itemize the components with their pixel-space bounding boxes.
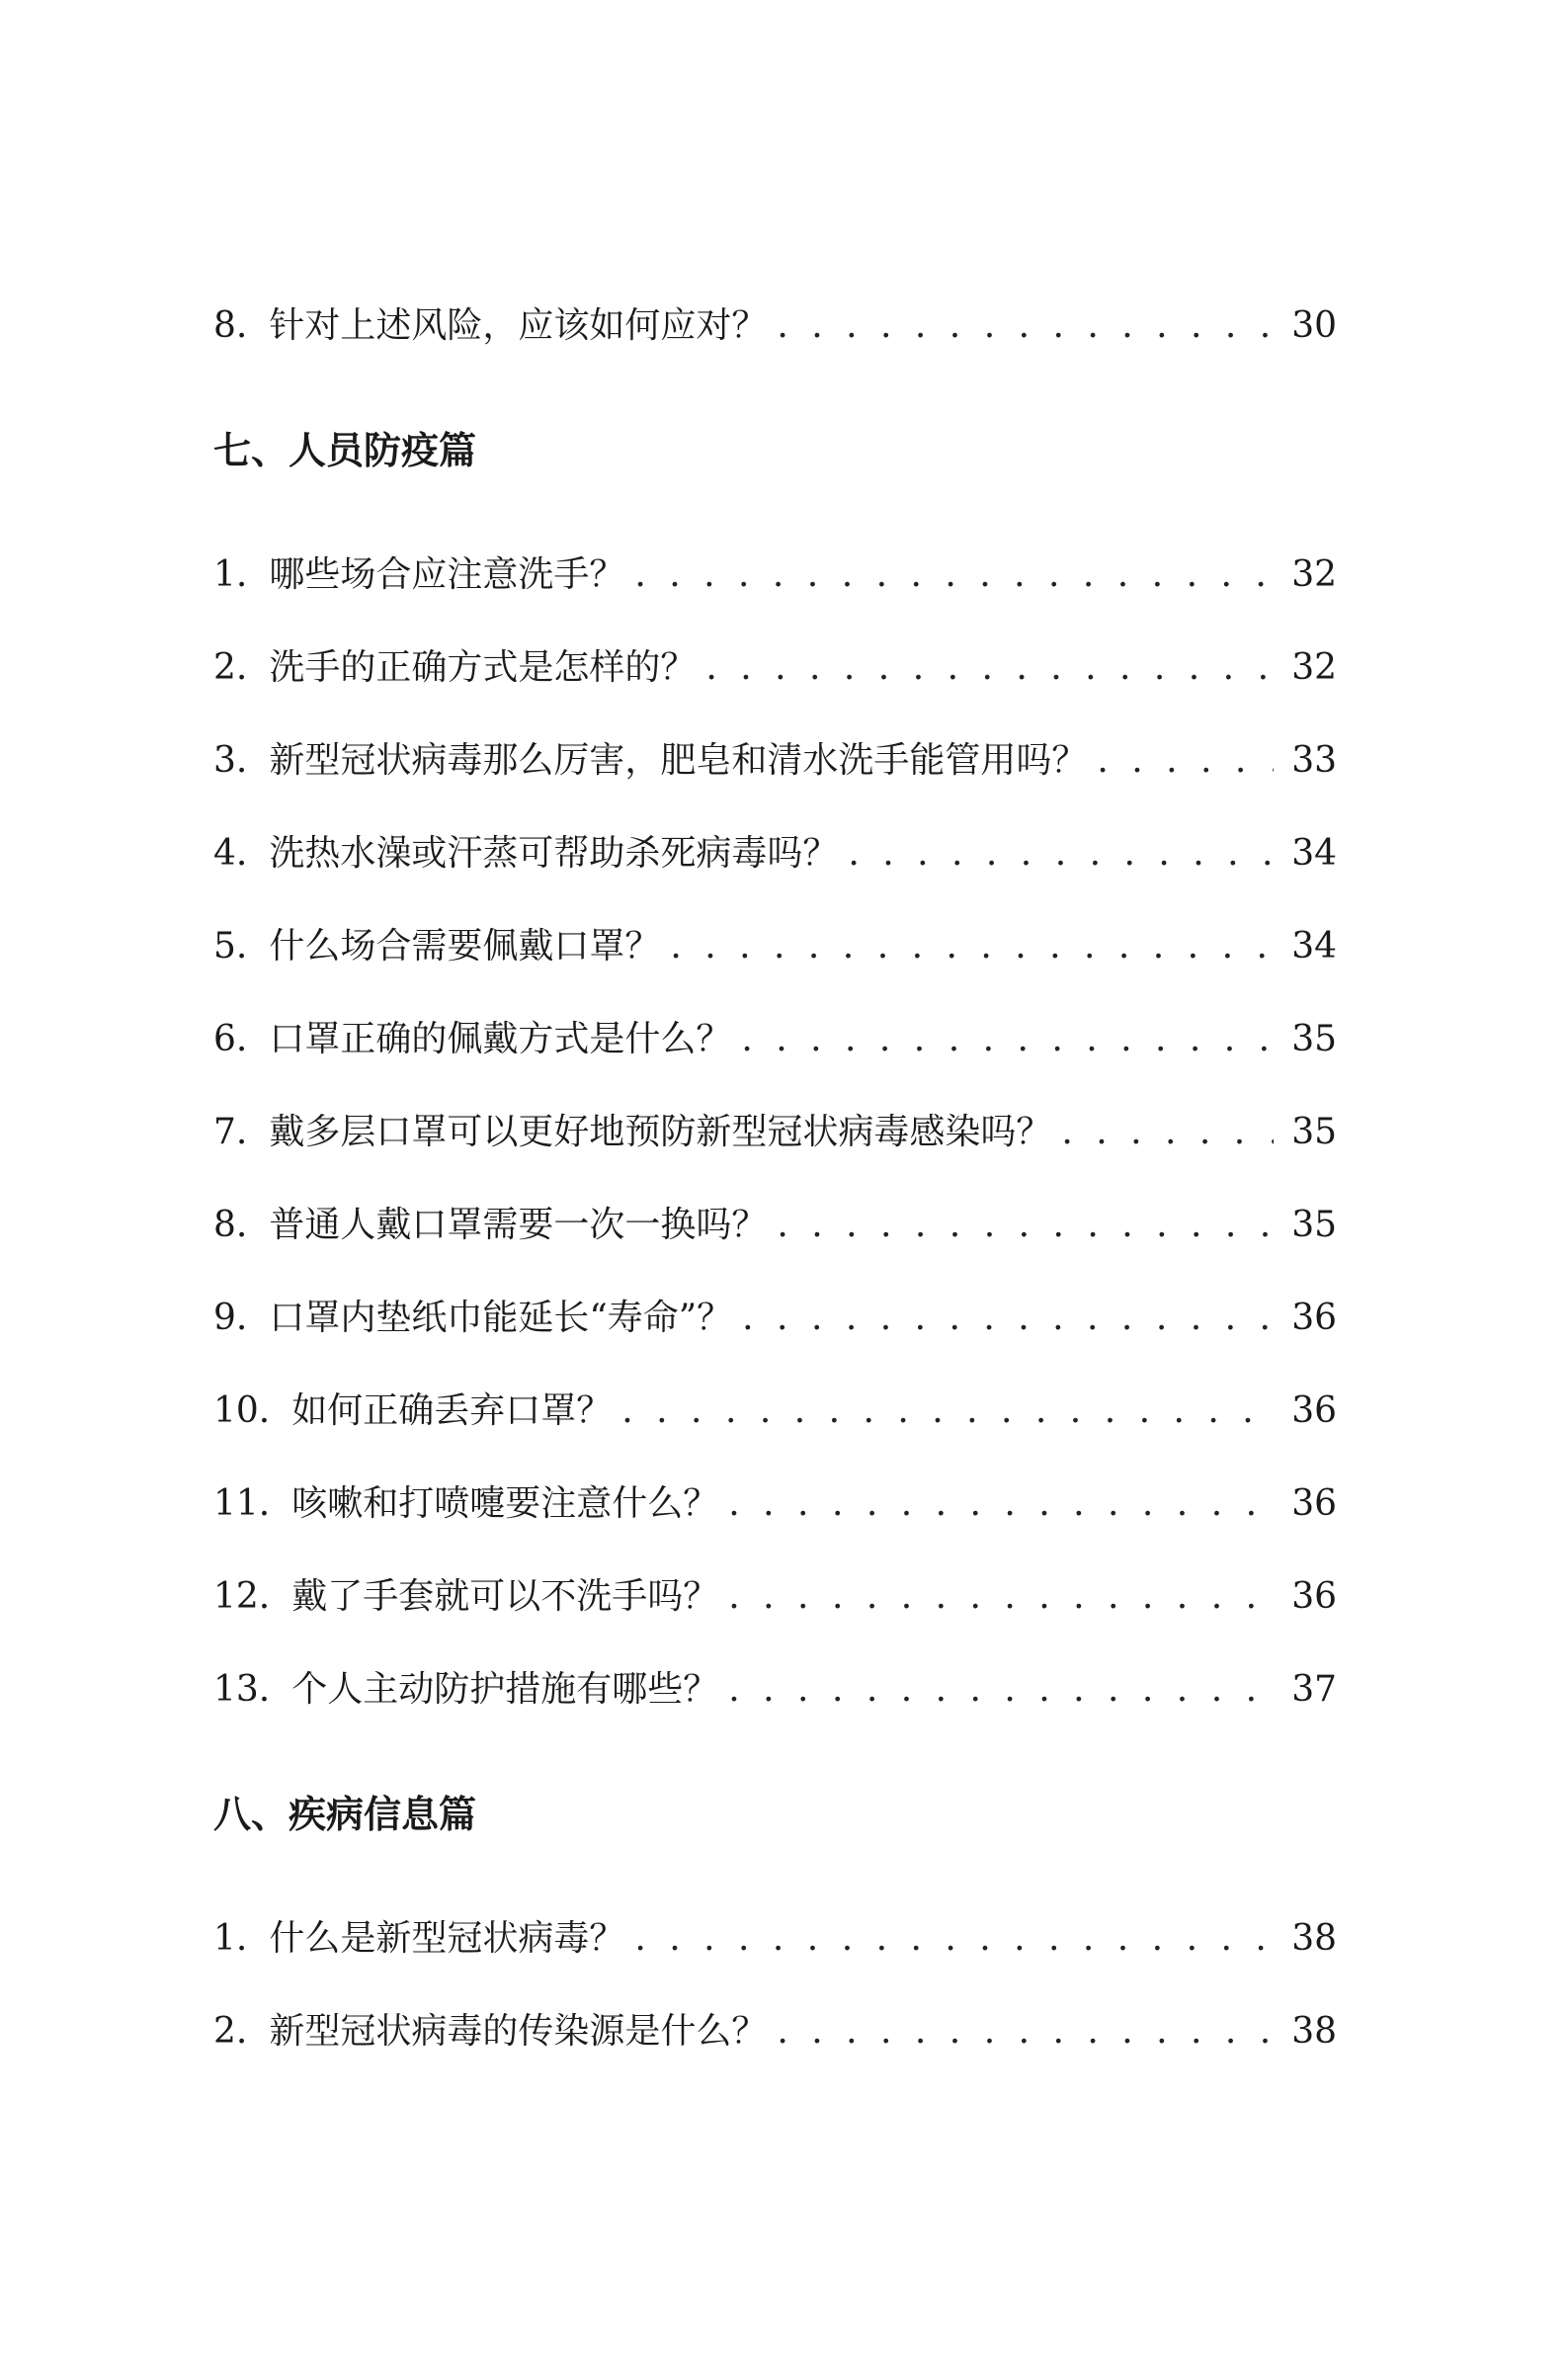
page-number: 36 [1291,1576,1337,1617]
page-number: 36 [1291,1298,1337,1338]
toc-entry[interactable] [213,2002,1337,2061]
toc-entry[interactable] [213,1660,1337,1720]
page-number: 32 [1291,647,1337,688]
toc-entry[interactable] [213,917,1337,976]
dot-leader [1097,731,1274,791]
dot-leader [728,1567,1274,1627]
dot-leader [705,638,1274,698]
dot-leader [741,1010,1274,1069]
toc-entry[interactable] [213,1474,1337,1534]
toc-entry[interactable] [213,1909,1337,1969]
page-number: 30 [1291,305,1337,346]
toc-entry[interactable] [213,546,1337,605]
entry-title: 普通人戴口罩需要一次一换吗？ [269,1205,768,1245]
entry-number: 13. [213,1669,271,1710]
entry-number: 10. [213,1390,271,1431]
entry-number: 8. [213,1205,248,1245]
page-number: 35 [1291,1019,1337,1059]
page-number: 35 [1291,1112,1337,1152]
entry-number: 1. [213,554,248,595]
entry-number: 12. [213,1576,271,1617]
entry-title: 口罩正确的佩戴方式是什么？ [269,1019,732,1059]
dot-leader [742,1289,1274,1348]
dot-leader [777,1196,1274,1255]
toc-entry[interactable] [213,1103,1337,1162]
toc-entry[interactable] [213,731,1337,791]
toc-entry[interactable] [213,296,1337,356]
dot-leader [777,2002,1274,2061]
entry-number: 1. [213,1918,248,1959]
entry-number: 9. [213,1298,248,1338]
entry-number: 7. [213,1112,248,1152]
dot-leader [728,1474,1274,1534]
entry-title: 戴多层口罩可以更好地预防新型冠状病毒感染吗？ [269,1112,1052,1152]
entry-number: 2. [213,647,248,688]
page-number: 38 [1291,2011,1337,2052]
entry-title: 戴了手套就可以不洗手吗？ [291,1576,719,1617]
dot-leader [634,1909,1274,1969]
dot-leader [1061,1103,1274,1162]
entry-title: 新型冠状病毒的传染源是什么？ [269,2011,768,2052]
entry-title: 什么场合需要佩戴口罩？ [269,926,661,966]
dot-leader [728,1660,1274,1720]
entry-title: 洗手的正确方式是怎样的？ [269,647,697,688]
toc-entry[interactable] [213,638,1337,698]
entry-title: 哪些场合应注意洗手？ [269,554,625,595]
entry-title: 如何正确丢弃口罩？ [291,1390,613,1431]
entry-number: 4. [213,833,248,874]
entry-title: 个人主动防护措施有哪些？ [291,1669,719,1710]
page-number: 32 [1291,554,1337,595]
entry-number: 2. [213,2011,248,2052]
entry-title: 新型冠状病毒那么厉害，肥皂和清水洗手能管用吗？ [269,740,1088,781]
toc-entry[interactable] [213,1382,1337,1441]
dot-leader [621,1382,1274,1441]
page-number: 35 [1291,1205,1337,1245]
toc-entry[interactable] [213,1010,1337,1069]
entry-title: 口罩内垫纸巾能延长“寿命”？ [269,1298,733,1338]
page-number: 34 [1291,926,1337,966]
page-number: 38 [1291,1918,1337,1959]
page-number: 33 [1291,740,1337,781]
dot-leader [777,296,1274,356]
entry-number: 6. [213,1019,248,1059]
toc-entry[interactable] [213,1567,1337,1627]
toc-entry[interactable] [213,1289,1337,1348]
page-number: 36 [1291,1483,1337,1524]
page-number: 37 [1291,1669,1337,1710]
toc-entry[interactable] [213,1196,1337,1255]
dot-leader [670,917,1274,976]
entry-number: 8. [213,305,248,346]
section-heading: 八、疾病信息篇 [213,1793,477,1836]
entry-number: 3. [213,740,248,781]
dot-leader [634,546,1274,605]
page-number: 36 [1291,1390,1337,1431]
entry-number: 5. [213,926,248,966]
page-number: 34 [1291,833,1337,874]
section-heading: 七、人员防疫篇 [213,429,477,472]
entry-title: 什么是新型冠状病毒？ [269,1918,625,1959]
toc-entry[interactable] [213,824,1337,883]
entry-title: 洗热水澡或汗蒸可帮助杀死病毒吗？ [269,833,839,874]
dot-leader [848,824,1274,883]
entry-number: 11. [213,1483,271,1524]
entry-title: 针对上述风险，应该如何应对？ [269,305,768,346]
entry-title: 咳嗽和打喷嚏要注意什么？ [291,1483,719,1524]
